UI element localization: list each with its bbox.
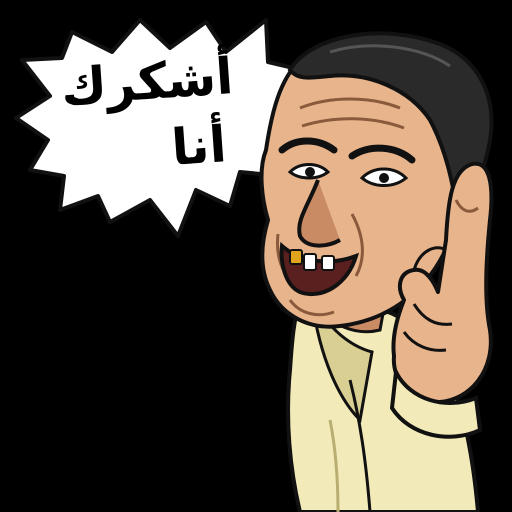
speech-line-me: أنا: [169, 115, 229, 177]
speech-bubble-text: [40, 47, 290, 190]
gold-tooth: [290, 250, 302, 264]
tooth: [322, 256, 334, 270]
tooth: [304, 254, 316, 270]
right-pupil: [379, 173, 389, 183]
speech-line-thank-you: أشكرك: [59, 47, 235, 117]
